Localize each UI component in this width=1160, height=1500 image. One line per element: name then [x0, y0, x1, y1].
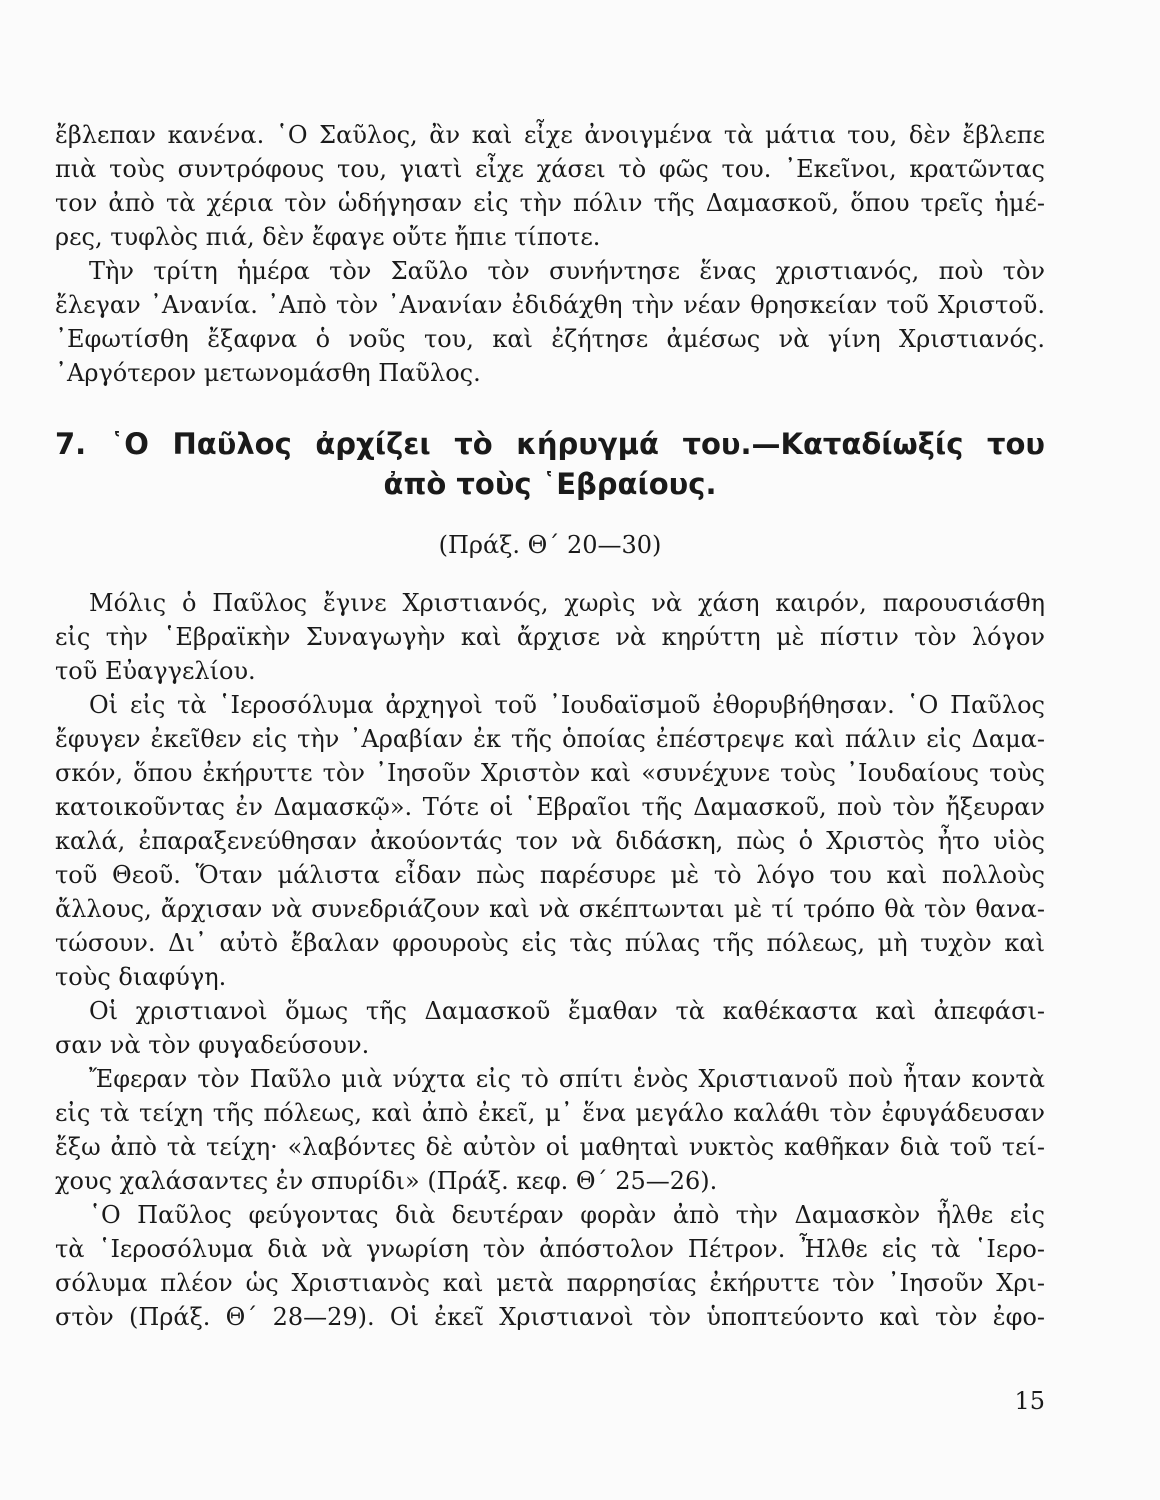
text-line: Τὴν τρίτη ἡμέρα τὸν Σαῦλο τὸν συνήντησε ἕνας χριστιανός, ποὺ τὸν [89, 257, 1045, 285]
text-line: ᾿Αργότερον μετωνομάσθη Παῦλος. [55, 359, 481, 387]
page-number: 15 [1014, 1387, 1045, 1415]
text-line: εἰς τὴν ῾Εβραϊκὴν Συναγωγὴν καὶ ἄρχισε νὰ κηρύττη μὲ πίστιν τὸν λόγον [55, 623, 1045, 651]
scripture-reference: (Πράξ. Θ΄ 20—30) [438, 531, 662, 559]
text-line: κατοικοῦντας ἐν Δαμασκῷ». Τότε οἱ ῾Εβραῖοι τῆς Δαμασκοῦ, ποὺ τὸν ἤξευραν [55, 793, 1045, 821]
text-line: ἄλλους, ἄρχισαν νὰ συνεδριάζουν καὶ νὰ σκέπτωνται μὲ τί τρόπο θὰ τὸν θανα- [55, 895, 1045, 923]
paragraph-5 [55, 994, 1045, 1062]
text-line: σαν νὰ τὸν φυγαδεύσουν. [55, 1031, 370, 1059]
text-line: ἔβλεπαν κανένα. ῾Ο Σαῦλος, ἂν καὶ εἶχε ἀνοιγμένα τὰ μάτια του, δὲν ἔβλεπε [55, 121, 1045, 149]
text-line: τώσουν. Δι᾿ αὐτὸ ἔβαλαν φρουροὺς εἰς τὰς πύλας τῆς πόλεως, μὴ τυχὸν καὶ [55, 929, 1045, 957]
text-line: τὰ ῾Ιεροσόλυμα διὰ νὰ γνωρίση τὸν ἀπόστολον Πέτρον. Ἦλθε εἰς τὰ ῾Ιερο- [55, 1235, 1045, 1263]
text-line: Μόλις ὁ Παῦλος ἔγινε Χριστιανός, χωρὶς νὰ χάση καιρόν, παρουσιάσθη [89, 589, 1045, 617]
text-line: τοῦ Εὐαγγελίου. [55, 657, 256, 685]
paragraph-1 [55, 118, 1045, 254]
text-line: στὸν (Πράξ. Θ΄ 28—29). Οἱ ἐκεῖ Χριστιανοὶ τὸν ὑποπτεύοντο καὶ τὸν ἐφο- [55, 1303, 1045, 1331]
text-line: τοῦ Θεοῦ. Ὅταν μάλιστα εἶδαν πὼς παρέσυρε μὲ τὸ λόγο του καὶ πολλοὺς [55, 861, 1045, 889]
text-line: σκόν, ὅπου ἐκήρυττε τὸν ᾿Ιησοῦν Χριστὸν καὶ «συνέχυνε τοὺς ᾿Ιουδαίους τοὺς [55, 759, 1045, 787]
text-line: τον ἀπὸ τὰ χέρια τὸν ὡδήγησαν εἰς τὴν πόλιν τῆς Δαμασκοῦ, ὅπου τρεῖς ἡμέ- [55, 189, 1045, 217]
section-heading [55, 424, 1045, 504]
paragraph-6 [55, 1062, 1045, 1198]
paragraph-3 [55, 586, 1045, 688]
text-line: ῾Ο Παῦλος φεύγοντας διὰ δευτέραν φορὰν ἀπὸ τὴν Δαμασκὸν ἦλθε εἰς [89, 1201, 1045, 1229]
text-line: Οἱ εἰς τὰ ῾Ιεροσόλυμα ἀρχηγοὶ τοῦ ᾿Ιουδαϊσμοῦ ἐθορυβήθησαν. ῾Ο Παῦλος [89, 691, 1045, 719]
heading-line-2: ἀπὸ τοὺς ῾Εβραίους. [383, 467, 717, 501]
text-line: εἰς τὰ τείχη τῆς πόλεως, καὶ ἀπὸ ἐκεῖ, μ᾿ ἕνα μεγάλο καλάθι τὸν ἐφυγάδευσαν [55, 1099, 1045, 1127]
text-line: Οἱ χριστιανοὶ ὅμως τῆς Δαμασκοῦ ἔμαθαν τὰ καθέκαστα καὶ ἀπεφάσι- [89, 997, 1045, 1025]
heading-line-1: 7. ῾Ο Παῦλος ἀρχίζει τὸ κήρυγμά του.—Καταδίωξίς του [55, 427, 1045, 461]
text-line: ἔλεγαν ᾿Ανανία. ᾿Απὸ τὸν ᾿Ανανίαν ἐδιδάχθη τὴν νέαν θρησκείαν τοῦ Χριστοῦ. [55, 291, 1045, 319]
page-body [55, 118, 1045, 1334]
text-line: ἔξω ἀπὸ τὰ τείχη· «λαβόντες δὲ αὐτὸν οἱ μαθηταὶ νυκτὸς καθῆκαν διὰ τοῦ τεί- [55, 1133, 1045, 1161]
text-line: πιὰ τοὺς συντρόφους του, γιατὶ εἶχε χάσει τὸ φῶς του. ᾿Εκεῖνοι, κρατῶντας [55, 155, 1045, 183]
text-line: ᾿Εφωτίσθη ἔξαφνα ὁ νοῦς του, καὶ ἐζήτησε ἀμέσως νὰ γίνη Χριστιανός. [55, 325, 1045, 353]
text-line: χους χαλάσαντες ἐν σπυρίδι» (Πράξ. κεφ. Θ΄ 25—26). [55, 1167, 718, 1195]
text-line: ἔφυγεν ἐκεῖθεν εἰς τὴν ᾿Αραβίαν ἐκ τῆς ὁποίας ἐπέστρεψε καὶ πάλιν εἰς Δαμα- [55, 725, 1045, 753]
text-line: ρες, τυφλὸς πιά, δὲν ἔφαγε οὔτε ἤπιε τίποτε. [55, 223, 601, 251]
text-line: καλά, ἐπαραξενεύθησαν ἀκούοντάς τον νὰ διδάσκη, πὼς ὁ Χριστὸς ἦτο υἱὸς [55, 827, 1045, 855]
text-line: σόλυμα πλέον ὡς Χριστιανὸς καὶ μετὰ παρρησίας ἐκήρυττε τὸν ᾿Ιησοῦν Χρι- [55, 1269, 1045, 1297]
paragraph-4 [55, 688, 1045, 994]
paragraph-2 [55, 254, 1045, 390]
paragraph-7 [55, 1198, 1045, 1334]
text-line: Ἔφεραν τὸν Παῦλο μιὰ νύχτα εἰς τὸ σπίτι ἑνὸς Χριστιανοῦ ποὺ ἦταν κοντὰ [89, 1065, 1045, 1093]
text-line: τοὺς διαφύγη. [55, 963, 227, 991]
